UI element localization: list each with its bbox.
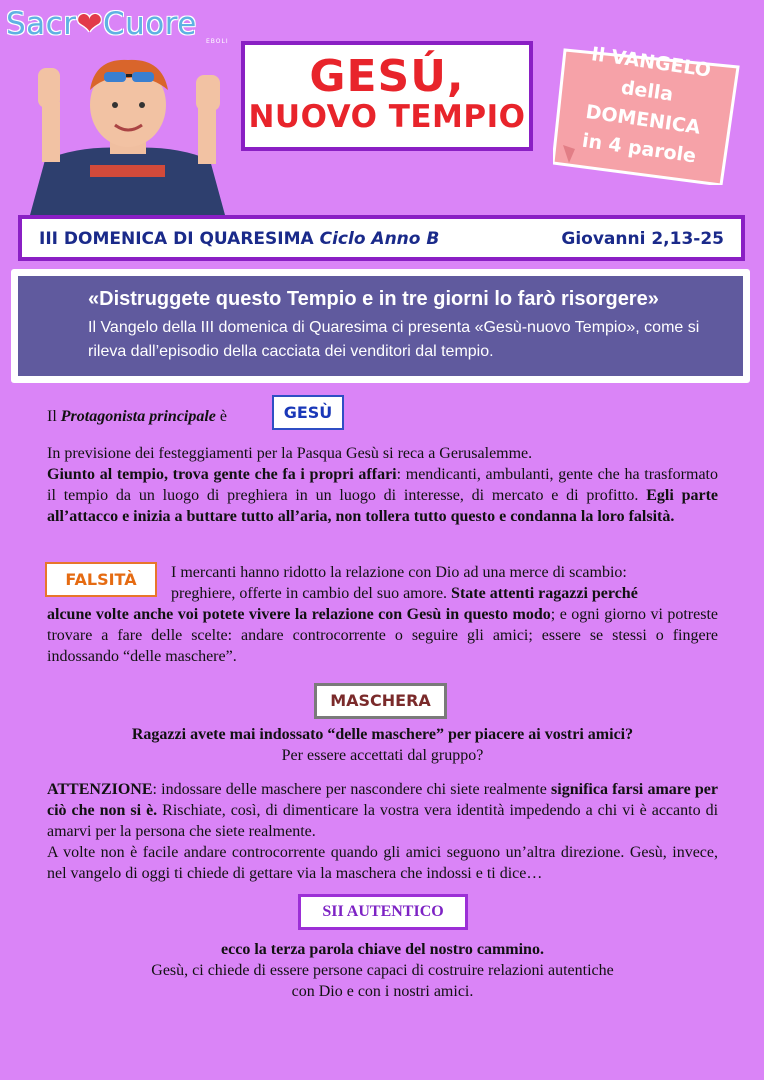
sunday-name: III DOMENICA DI QUARESIMA bbox=[39, 229, 314, 249]
logo-text-left: Sacr bbox=[6, 6, 77, 42]
sticky-note-text bbox=[553, 37, 737, 176]
protagonist-line bbox=[47, 406, 227, 427]
p1-line1: In previsione dei festeggiamenti per la Pasqua Gesù si reca a Gerusalemme. bbox=[47, 445, 533, 462]
p5-bold: ecco la terza parola chiave del nostro cammino. bbox=[221, 941, 544, 958]
title-line1: GESÚ, bbox=[309, 51, 465, 102]
sacro-cuore-logo bbox=[6, 6, 197, 42]
note-line-3: DOMENICA bbox=[584, 100, 702, 139]
p5-line3: con Dio e con i nostri amici. bbox=[291, 983, 474, 1000]
boy-thumbs-up-photo bbox=[20, 50, 235, 215]
p4-bold2: significa farsi amare per ciò che non si è. bbox=[47, 781, 718, 819]
logo-text-right: Cuore bbox=[102, 6, 197, 42]
p3-question: Ragazzi avete mai indossato “delle maschere” per piacere ai vostri amici? bbox=[131, 726, 634, 743]
paragraph-2-rest bbox=[47, 604, 718, 667]
title-line2: NUOVO TEMPIO bbox=[248, 99, 526, 135]
p2-bold: State attenti ragazzi perché bbox=[451, 585, 638, 602]
gospel-banner bbox=[18, 276, 743, 376]
p1-normal1: : mendicanti, ambulanti, gente che ha trasformato il tempio da un luogo di preghiera in un luogo di interesse, di mercato e di profitto. bbox=[47, 466, 719, 504]
paragraph-1 bbox=[47, 443, 718, 527]
p1-bold2: Egli parte all’attacco e inizia a buttare tutto all’aria, non tollera tutto questo e condanna la loro falsità. bbox=[47, 487, 719, 525]
paragraph-4 bbox=[47, 779, 718, 884]
cycle-label: Ciclo Anno B bbox=[319, 229, 440, 249]
p5-line2: Gesù, ci chiede di essere persone capaci di costruire relazioni autentiche bbox=[151, 962, 614, 979]
paragraph-2-line1: I mercanti hanno ridotto la relazione con Dio ad una merce di scambio: bbox=[171, 564, 627, 581]
p1-bold1: Giunto al tempio, trova gente che fa i propri affari bbox=[47, 466, 397, 483]
p4-attention: ATTENZIONE bbox=[47, 781, 153, 798]
paragraph-3 bbox=[47, 724, 718, 766]
gospel-description: Il Vangelo della III domenica di Quaresima ci presenta «Gesù-nuovo Tempio», come si rileva dall’episodio della cacciata dei venditori dal tempio. bbox=[88, 319, 700, 360]
liturgy-ribbon bbox=[18, 215, 745, 261]
gospel-reference: Giovanni 2,13-25 bbox=[561, 229, 724, 249]
gospel-quote: «Distruggete questo Tempio e in tre giorni lo farò risorgere» bbox=[88, 288, 659, 310]
note-line-1: Il VANGELO bbox=[589, 43, 713, 82]
keyword-gesu: GESÙ bbox=[272, 395, 344, 430]
p2-bold-cont: alcune volte anche voi potete vivere la relazione con Gesù in questo modo bbox=[47, 606, 551, 623]
p2-line2: preghiere, offerte in cambio del suo amore. bbox=[171, 585, 448, 602]
keyword-sii-autentico: SII AUTENTICO bbox=[298, 894, 468, 930]
sunday-label bbox=[39, 229, 439, 249]
note-line-4: in 4 parole bbox=[580, 129, 698, 168]
p2-normal: ; e ogni giorno vi potreste trovare a fare delle scelte: andare controcorrente o seguire gli amici; essere se stessi o fingere indossando “delle maschere”. bbox=[47, 606, 719, 665]
p4-normal2: Rischiate, così, di dimenticare la vostra vera identità impedendo a chi vi è accanto di amarvi per la persona che siete realmente. bbox=[47, 802, 719, 840]
protagonist-suffix: è bbox=[219, 408, 228, 425]
keyword-maschera: MASCHERA bbox=[314, 683, 447, 719]
note-line-2: della bbox=[619, 76, 675, 106]
p4-normal1: : indossare delle maschere per nascondere chi siete realmente bbox=[152, 781, 547, 798]
protagonist-label: Protagonista principale bbox=[60, 408, 216, 425]
protagonist-prefix: Il bbox=[47, 408, 57, 425]
heart-cross-icon: ❤ bbox=[76, 6, 103, 42]
paragraph-2-line2 bbox=[171, 583, 718, 604]
title-box bbox=[241, 41, 533, 151]
p3-subquestion: Per essere accettati dal gruppo? bbox=[281, 747, 484, 764]
logo-subtitle: EBOLI bbox=[206, 38, 229, 45]
p4-normal3: A volte non è facile andare controcorrente quando gli amici seguono un’altra direzione. Gesù, invece, nel vangelo di oggi ti chiede di gettare via la maschera che indossi e ti dice… bbox=[47, 844, 718, 882]
paragraph-5 bbox=[47, 939, 718, 1002]
keyword-falsita: FALSITÀ bbox=[45, 562, 157, 597]
